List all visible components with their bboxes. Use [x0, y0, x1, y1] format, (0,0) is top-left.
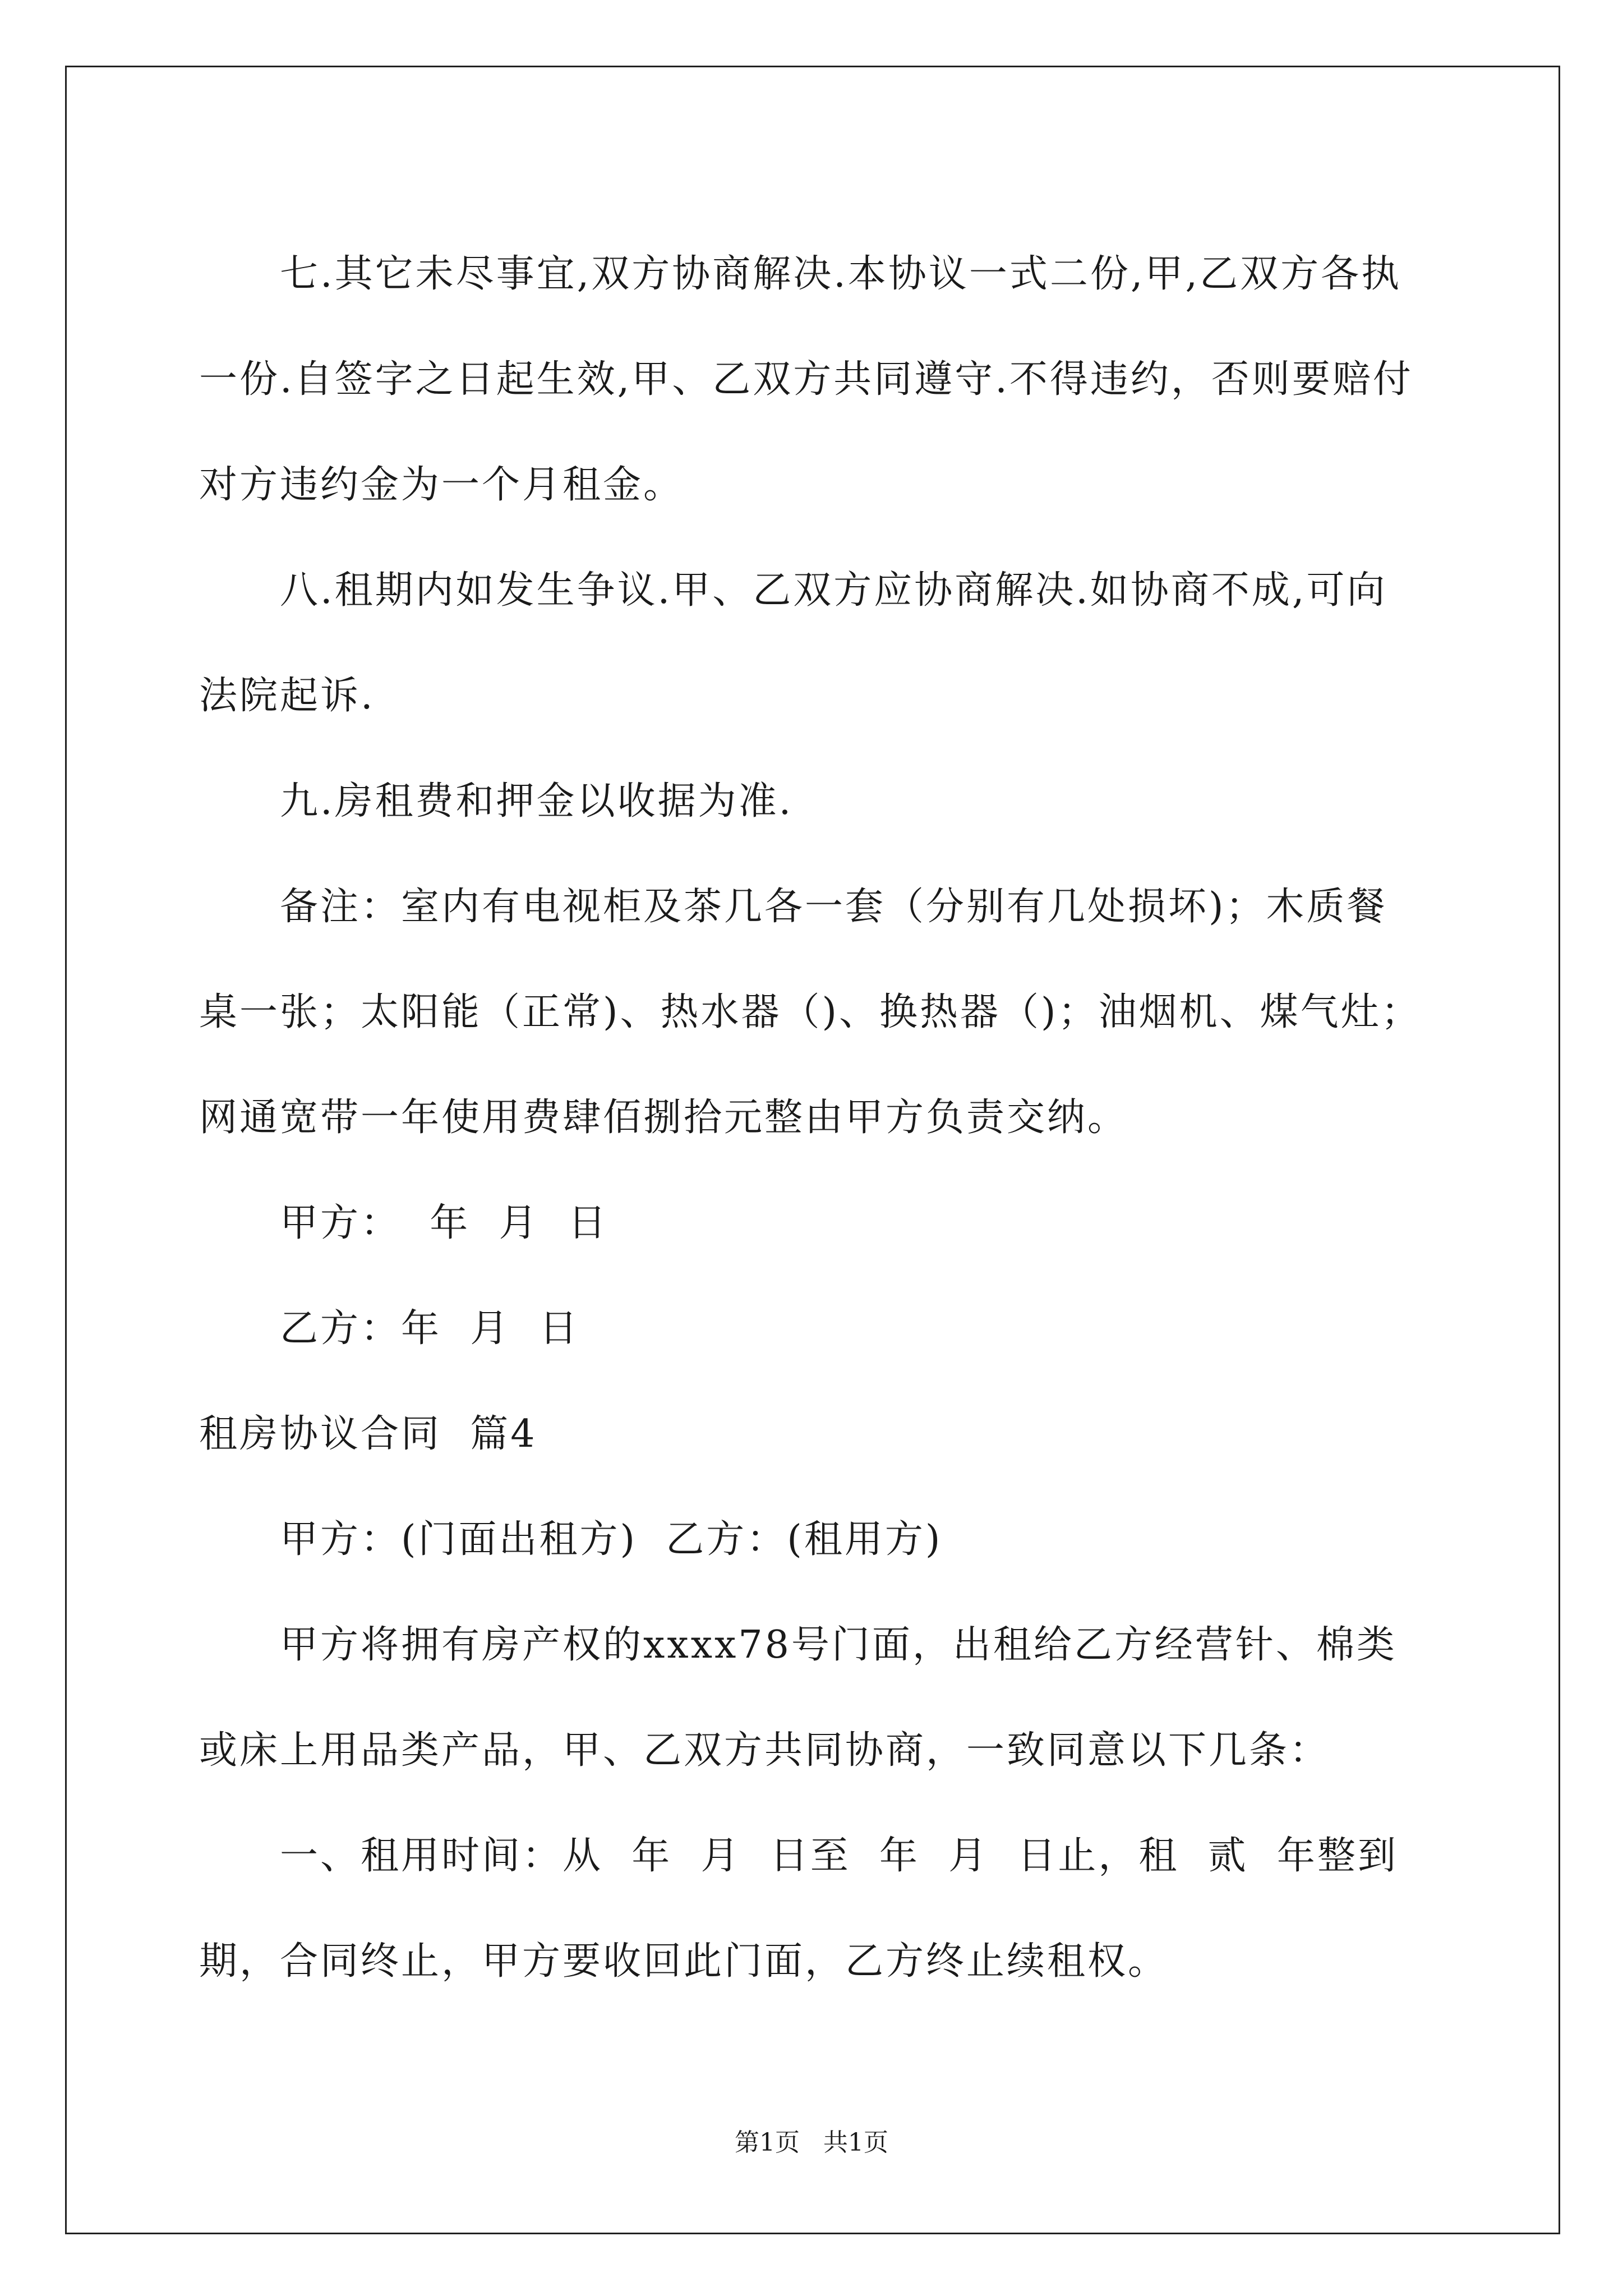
paragraph-remarks: 备注：室内有电视柜及茶几各一套（分别有几处损坏)；木质餐桌一张；太阳能（正常)、热水器（)、换热器（)；油烟机、煤气灶；网通宽带一年使用费肆佰捌拾元整由甲方负责交纳。	[199, 885, 1422, 1140]
paragraph-clause-9: 九.房租费和押金以收据为准.	[280, 779, 794, 823]
paragraph-clause-8: 八.租期内如发生争议.甲、乙双方应协商解决.如协商不成,可向法院起诉.	[199, 568, 1387, 718]
paragraph-clause-1: 一、租用时间：从 年 月 日至 年 月 日止，租 贰 年整到期，合同终止，甲方要收回此门面，乙方终止续租权。	[199, 1834, 1398, 1984]
party-b-signature-line: 乙方：年 月 日	[280, 1306, 580, 1351]
paragraph-clause-7: 七.其它未尽事宜,双方协商解决.本协议一式二份,甲,乙双方各执一份.自签字之日起生效,甲、乙双方共同遵守.不得违约，否则要赔付对方违约金为一个月租金。	[199, 252, 1413, 507]
paragraph-intro: 甲方将拥有房产权的xxxx78号门面，出租给乙方经营针、棉类或床上用品类产品，甲、乙双方共同协商，一致同意以下几条：	[199, 1623, 1397, 1773]
parties-line: 甲方：(门面出租方) 乙方：(租用方)	[280, 1517, 943, 1562]
page-number: 第1页 共1页	[735, 2128, 888, 2157]
party-a-signature-line: 甲方： 年 月 日	[280, 1201, 608, 1245]
section-heading: 租房协议合同 篇4	[199, 1412, 537, 1456]
document-body	[199, 222, 1427, 2014]
